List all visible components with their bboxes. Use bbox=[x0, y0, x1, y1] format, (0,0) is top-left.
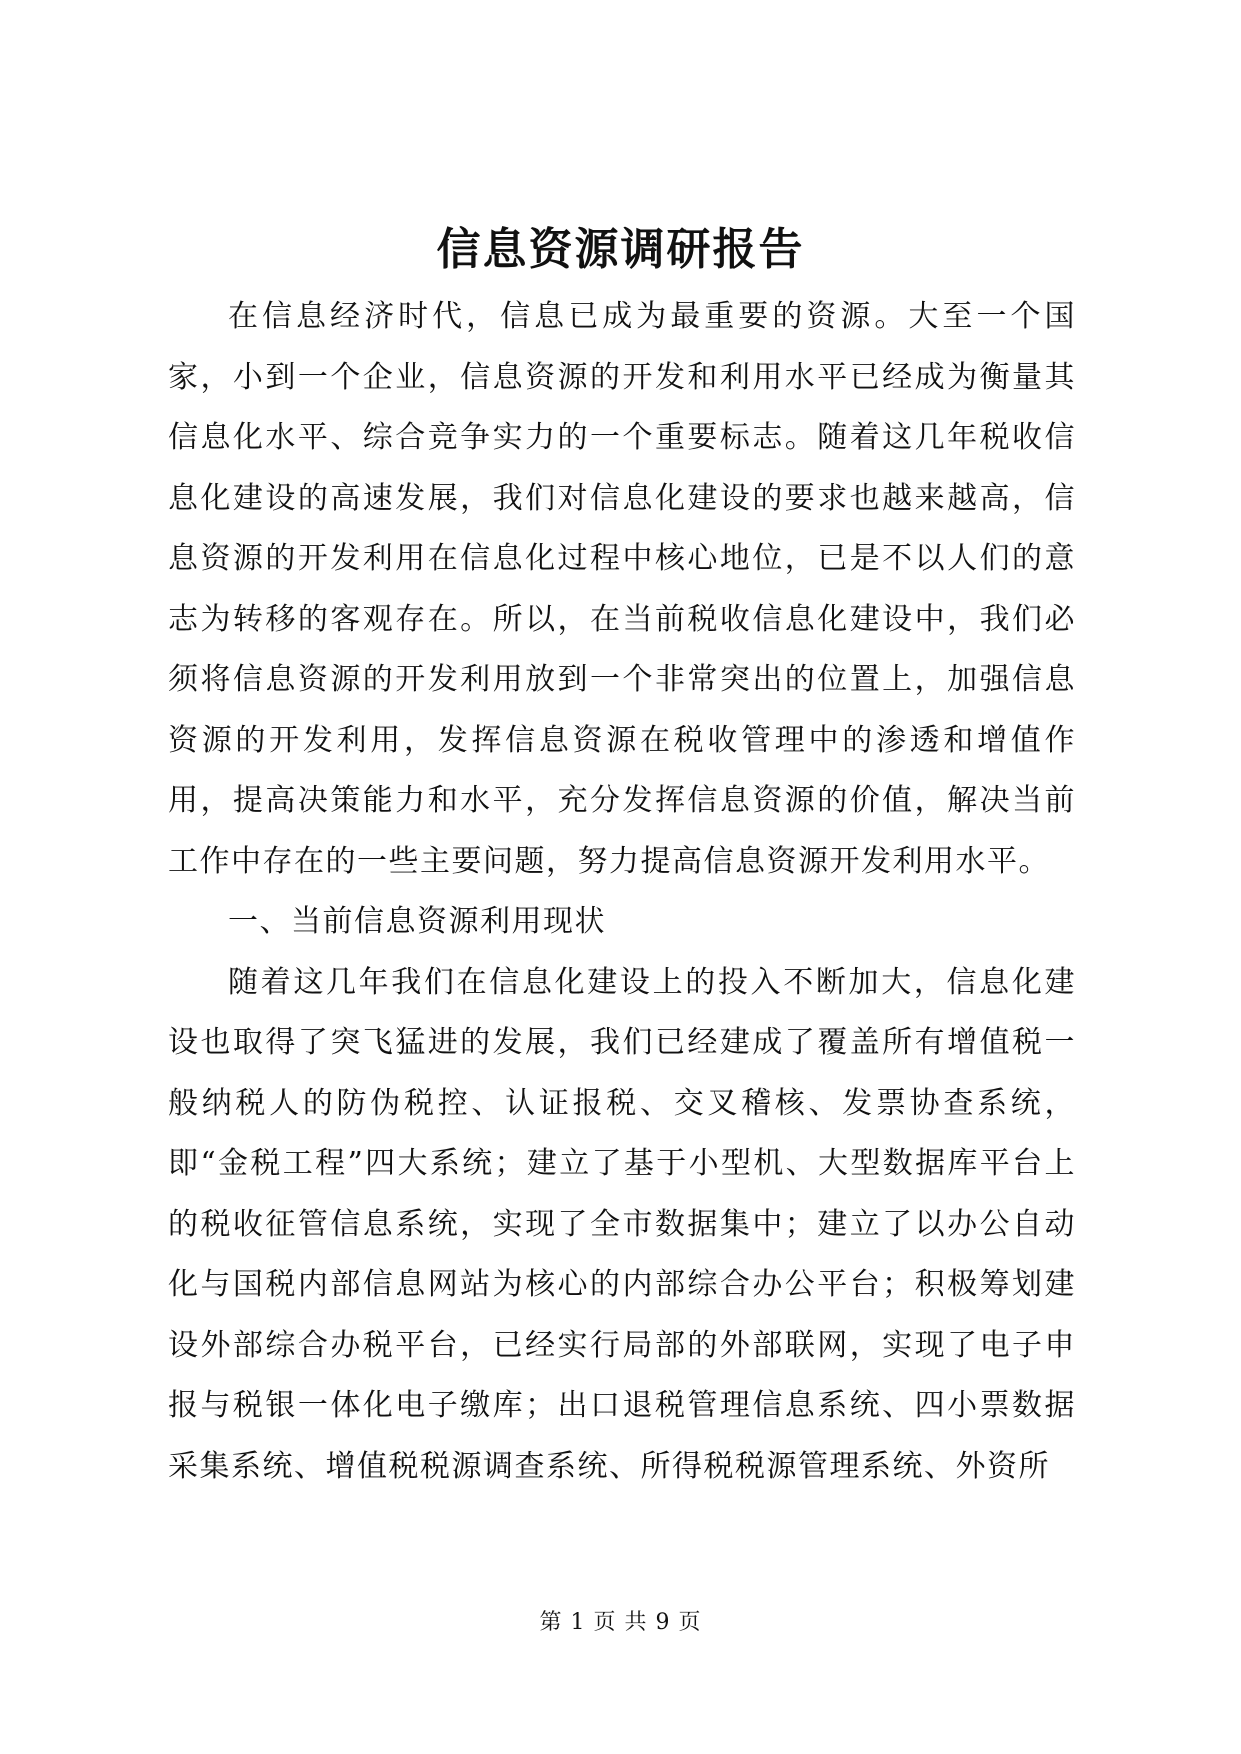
document-body bbox=[168, 287, 1076, 1497]
page-footer: 第 1 页 共 9 页 bbox=[539, 1610, 702, 1635]
paragraph-intro: 在信息经济时代，信息已成为最重要的资源。大至一个国家，小到一个企业，信息资源的开发和利用水平已经成为衡量其信息化水平、综合竞争实力的一个重要标志。随着这几年税收信息化建设的高速发展，我们对信息化建设的要求也越来越高，信息资源的开发利用在信息化过程中核心地位，已是不以人们的意志为转移的客观存在。所以，在当前税收信息化建设中，我们必须将信息资源的开发利用放到一个非常突出的位置上，加强信息资源的开发利用，发挥信息资源在税收管理中的渗透和增值作用，提高决策能力和水平，充分发挥信息资源的价值，解决当前工作中存在的一些主要问题，努力提高信息资源开发利用水平。 bbox=[168, 299, 1076, 879]
document-title: 信息资源调研报告 bbox=[436, 224, 805, 275]
section-heading-1: 一、当前信息资源利用现状 bbox=[228, 904, 606, 939]
paragraph-status: 随着这几年我们在信息化建设上的投入不断加大，信息化建设也取得了突飞猛进的发展，我们已经建成了覆盖所有增值税一般纳税人的防伪税控、认证报税、交叉稽核、发票协查系统，即“金税工程”四大系统；建立了基于小型机、大型数据库平台上的税收征管信息系统，实现了全市数据集中；建立了以办公自动化与国税内部信息网站为核心的内部综合办公平台；积极筹划建设外部综合办税平台，已经实行局部的外部联网，实现了电子申报与税银一体化电子缴库；出口退税管理信息系统、四小票数据采集系统、增值税税源调查系统、所得税税源管理系统、外资所 bbox=[168, 964, 1076, 1484]
